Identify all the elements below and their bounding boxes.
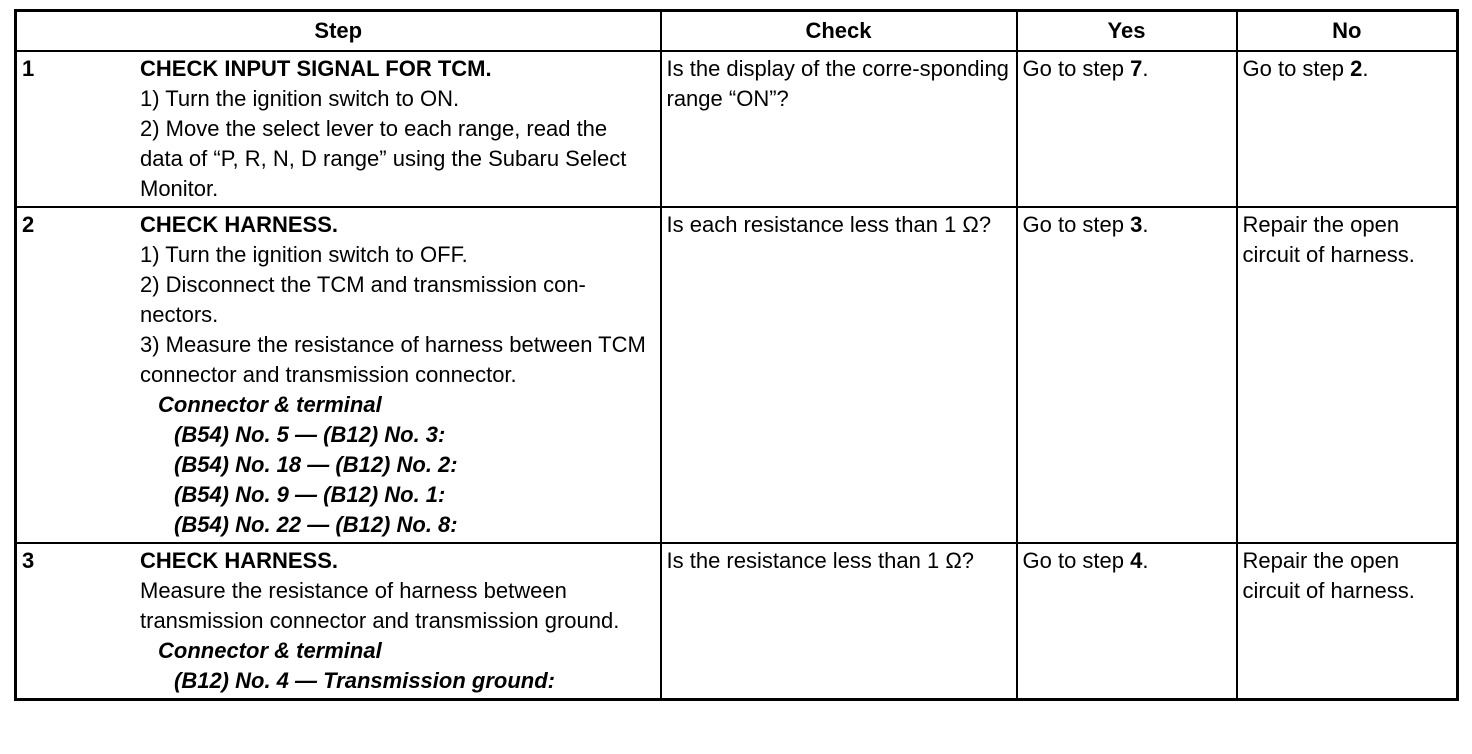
step-title: CHECK HARNESS.	[140, 548, 339, 573]
step-cell	[16, 207, 661, 543]
step-instruction: 1) Turn the ignition switch to OFF.	[140, 242, 468, 267]
yes-suffix: .	[1142, 56, 1149, 81]
yes-text: Go to step	[1022, 548, 1131, 573]
step-number: 2	[22, 212, 35, 237]
yes-text: Go to step	[1022, 212, 1131, 237]
step-instruction: 3) Measure the resistance of harness between TCM connector and transmission connector.	[140, 332, 646, 387]
step-number: 1	[22, 56, 35, 81]
no-cell	[1237, 543, 1458, 700]
header-step: Step	[16, 11, 661, 52]
yes-suffix: .	[1142, 548, 1149, 573]
no-text: Repair the open circuit of harness.	[1242, 212, 1415, 267]
diagnostic-table	[14, 9, 1459, 701]
table-row	[16, 543, 1458, 700]
no-suffix: .	[1362, 56, 1369, 81]
yes-text: Go to step	[1022, 56, 1131, 81]
table-row	[16, 207, 1458, 543]
header-no: No	[1237, 11, 1458, 52]
yes-suffix: .	[1142, 212, 1149, 237]
connector-terminal-spec: (B54) No. 5 — (B12) No. 3:	[174, 422, 446, 447]
no-step-number: 2	[1350, 56, 1363, 81]
step-title: CHECK INPUT SIGNAL FOR TCM.	[140, 56, 492, 81]
check-question: Is the display of the corre-sponding range “ON”?	[666, 56, 1009, 111]
header-check: Check	[661, 11, 1017, 52]
header-row	[16, 11, 1458, 52]
step-instruction: 1) Turn the ignition switch to ON.	[140, 86, 460, 111]
check-question: Is the resistance less than 1 Ω?	[666, 548, 974, 573]
yes-step-number: 4	[1130, 548, 1143, 573]
connector-terminal-spec: (B54) No. 22 — (B12) No. 8:	[174, 512, 458, 537]
connector-terminal-heading: Connector & terminal	[158, 392, 382, 417]
step-number: 3	[22, 548, 35, 573]
step-instruction: 2) Disconnect the TCM and transmission con-nectors.	[140, 272, 586, 327]
connector-terminal-spec: (B54) No. 9 — (B12) No. 1:	[174, 482, 446, 507]
no-text: Repair the open circuit of harness.	[1242, 548, 1415, 603]
connector-terminal-spec: (B54) No. 18 — (B12) No. 2:	[174, 452, 458, 477]
yes-step-number: 3	[1130, 212, 1143, 237]
header-yes: Yes	[1017, 11, 1237, 52]
check-cell	[661, 543, 1017, 700]
yes-cell	[1017, 543, 1237, 700]
yes-cell	[1017, 207, 1237, 543]
step-instruction: Measure the resistance of harness between transmission connector and transmission ground.	[140, 578, 620, 633]
table-row	[16, 51, 1458, 207]
no-text: Go to step	[1242, 56, 1351, 81]
step-cell	[16, 51, 661, 207]
check-cell	[661, 207, 1017, 543]
step-cell	[16, 543, 661, 700]
check-cell	[661, 51, 1017, 207]
no-cell	[1237, 51, 1458, 207]
connector-terminal-spec: (B12) No. 4 — Transmission ground:	[174, 668, 555, 693]
step-title: CHECK HARNESS.	[140, 212, 339, 237]
connector-terminal-heading: Connector & terminal	[158, 638, 382, 663]
check-question: Is each resistance less than 1 Ω?	[666, 212, 992, 237]
step-instruction: 2) Move the select lever to each range, read the data of “P, R, N, D range” using the Subaru Select Monitor.	[140, 116, 627, 201]
yes-cell	[1017, 51, 1237, 207]
no-cell	[1237, 207, 1458, 543]
yes-step-number: 7	[1130, 56, 1143, 81]
